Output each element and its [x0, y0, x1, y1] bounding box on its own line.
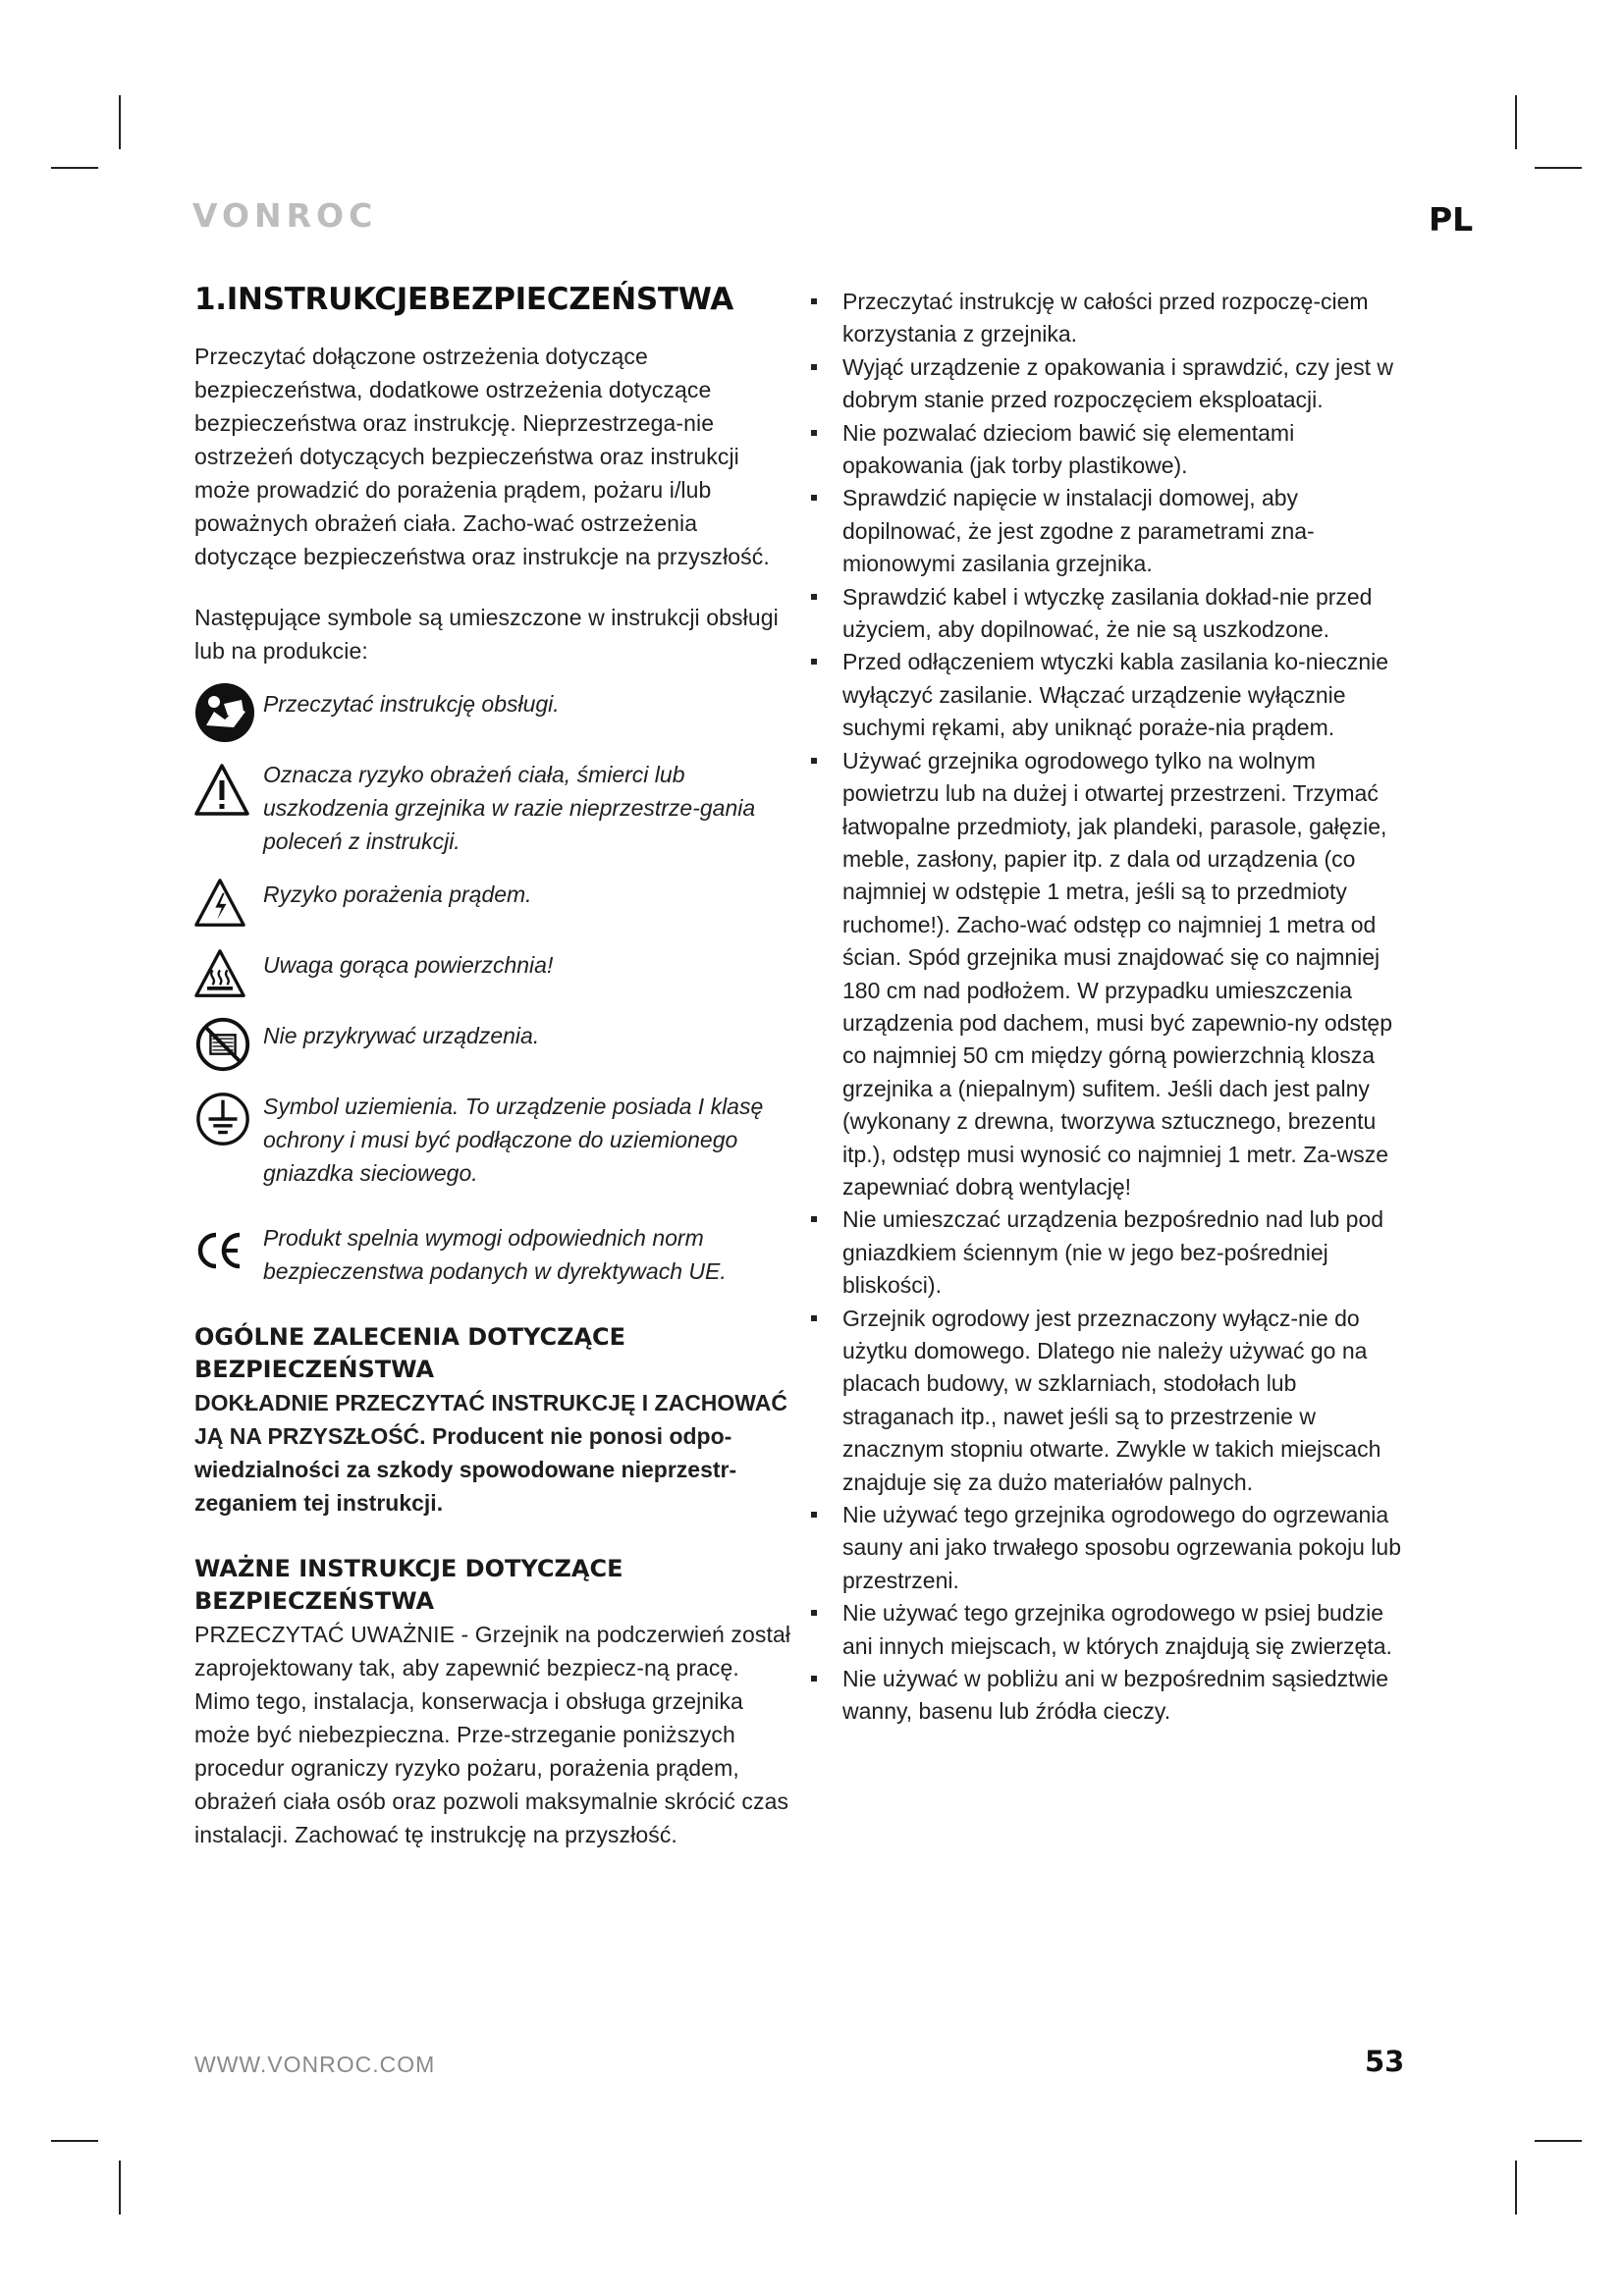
list-item: Nie pozwalać dzieciom bawić się elementami opakowania (jak torby plastikowe).	[805, 417, 1404, 483]
symbol-description: Symbol uziemienia. To urządzenie posiada I klasę ochrony i musi być podłączone do uziemionego gniazdka sieciowego.	[263, 1094, 764, 1186]
right-column	[805, 286, 1404, 1729]
general-text: DOKŁADNIE PRZECZYTAĆ INSTRUKCJĘ I ZACHOWAĆ JĄ NA PRZYSZŁOŚĆ. Producent nie ponosi odpo-wiedzialności za szkody spowodowane nieprzestr-zeganiem tej instrukcji.	[194, 1390, 787, 1516]
page-number: 53	[1365, 2045, 1405, 2078]
symbol-description: Uwaga gorąca powierzchnia!	[263, 952, 554, 978]
earth-ground-icon	[194, 1091, 251, 1148]
crop-mark	[1515, 2161, 1517, 2215]
symbols-intro: Następujące symbole są umieszczone w instrukcji obsługi lub na produkcie:	[194, 605, 779, 664]
left-column	[194, 281, 791, 1879]
symbol-description: Oznacza ryzyko obrażeń ciała, śmierci lub uszkodzenia grzejnika w razie nieprzestrze-gania poleceń z instrukcji.	[263, 762, 756, 854]
language-code: PL	[1429, 200, 1474, 239]
crop-mark	[1535, 2140, 1582, 2142]
list-item: Przeczytać instrukcję w całości przed rozpoczę-ciem korzystania z grzejnika.	[805, 286, 1404, 351]
crop-mark	[51, 167, 98, 169]
section-heading-important: WAŻNE INSTRUKCJE DOTYCZĄCE BEZPIECZEŃSTWA	[194, 1555, 623, 1615]
crop-mark	[119, 95, 121, 149]
list-item: Sprawdzić kabel i wtyczkę zasilania dokład-nie przed użyciem, aby dopilnować, że nie są uszkodzone.	[805, 581, 1404, 647]
symbol-row	[194, 756, 791, 858]
crop-mark	[1535, 167, 1582, 169]
section-heading-general: OGÓLNE ZALECENIA DOTYCZĄCE BEZPIECZEŃSTWA	[194, 1323, 626, 1383]
footer-url: WWW.VONROC.COM	[194, 2052, 436, 2077]
list-item: Grzejnik ogrodowy jest przeznaczony wyłącz-nie do użytku domowego. Dlatego nie należy używać go na placach budowy, w szklarniach, stodołach lub straganach itp., nawet jeśli są to przestrzenie w znacznym stopniu otwarte. Zwykle w takich miejscach znajduje się za dużo materiałów palnych.	[805, 1303, 1404, 1499]
ce-mark-icon	[194, 1231, 244, 1270]
crop-mark	[1515, 95, 1517, 149]
warning-icon	[194, 763, 249, 818]
list-item: Nie używać tego grzejnika ogrodowego do ogrzewania sauny ani jako trwałego sposobu ogrzewania pokoju lub przestrzeni.	[805, 1499, 1404, 1597]
hot-surface-icon	[194, 948, 245, 999]
intro-paragraph: Przeczytać dołączone ostrzeżenia dotyczące bezpieczeństwa, dodatkowe ostrzeżenia dotyczące bezpieczeństwa oraz instrukcję. Nieprzestrzega-nie ostrzeżeń dotyczących bezpieczeństwa oraz instrukcji może prowadzić do porażenia prądem, pożaru i/lub poważnych obrażeń ciała. Zacho-wać ostrzeżenia dotyczące bezpieczeństwa oraz instrukcje na przyszłość.	[194, 344, 770, 569]
list-item: Przed odłączeniem wtyczki kabla zasilania ko-niecznie wyłączyć zasilanie. Włączać urządzenie wyłącznie suchymi rękami, aby uniknąć poraże-nia prądem.	[805, 646, 1404, 744]
list-item: Wyjąć urządzenie z opakowania i sprawdzić, czy jest w dobrym stanie przed rozpoczęciem eksploatacji.	[805, 351, 1404, 417]
safety-bullet-list	[805, 286, 1404, 1729]
symbol-description: Ryzyko porażenia prądem.	[263, 881, 532, 907]
page-title: 1.INSTRUKCJEBEZPIECZEŃSTWA	[194, 282, 733, 317]
symbol-row	[194, 946, 791, 1001]
list-item: Nie używać w pobliżu ani w bezpośrednim sąsiedztwie wanny, basenu lub źródła cieczy.	[805, 1663, 1404, 1729]
important-text: PRZECZYTAĆ UWAŻNIE - Grzejnik na podczerwień został zaprojektowany tak, aby zapewnić bezpiecz-ną pracę. Mimo tego, instalacja, konserwacja i obsługa grzejnika może być niebezpieczna. Prze-strzeganie poniższych procedur ograniczy ryzyko pożaru, porażenia prądem, obrażeń ciała osób oraz pozwoli maksymalnie skrócić czas instalacji. Zachować tę instrukcję na przyszłość.	[194, 1622, 791, 1847]
list-item: Nie używać tego grzejnika ogrodowego w psiej budzie ani innych miejscach, w których znajdują się zwierzęta.	[805, 1597, 1404, 1663]
symbol-description: Produkt spelnia wymogi odpowiednich norm bezpieczenstwa podanych w dyrektywach UE.	[263, 1225, 727, 1284]
list-item: Sprawdzić napięcie w instalacji domowej, aby dopilnować, że jest zgodne z parametrami zna-mionowymi zasilania grzejnika.	[805, 482, 1404, 580]
symbol-row	[194, 876, 791, 931]
symbol-row	[194, 685, 791, 740]
symbol-description: Przeczytać instrukcję obsługi.	[263, 691, 560, 717]
list-item: Nie umieszczać urządzenia bezpośrednio nad lub pod gniazdkiem ściennym (nie w jego bez-pośredniej bliskości).	[805, 1203, 1404, 1302]
do-not-cover-icon	[194, 1016, 251, 1073]
symbol-row	[194, 1219, 791, 1288]
read-manual-icon	[194, 682, 255, 743]
list-item: Używać grzejnika ogrodowego tylko na wolnym powietrzu lub na dużej i otwartej przestrzeni. Trzymać łatwopalne przedmioty, jak plandeki, parasole, gałęzie, meble, zasłony, papier itp. z dala od urządzenia (co najmniej w odstępie 1 metra, jeśli są to przedmioty ruchome!). Zacho-wać odstęp co najmniej 1 metra od ścian. Spód grzejnika musi znajdować się co najmniej 180 cm nad podłożem. W przypadku umieszczenia urządzenia pod dachem, musi być zapewnio-ny odstęp co najmniej 50 cm między górną powierzchnią klosza grzejnika a (niepalnym) sufitem. Jeśli dach jest palny (wykonany z drewna, tworzywa sztucznego, brezentu itp.), odstęp musi wynosić co najmniej 1 metr. Za-wsze zapewniać dobrą wentylację!	[805, 745, 1404, 1204]
brand-logo: VONROC	[192, 196, 378, 235]
electric-shock-icon	[194, 878, 245, 929]
crop-mark	[51, 2140, 98, 2142]
crop-mark	[119, 2161, 121, 2215]
symbol-description: Nie przykrywać urządzenia.	[263, 1023, 540, 1048]
symbol-row	[194, 1088, 791, 1190]
symbol-row	[194, 1017, 791, 1072]
